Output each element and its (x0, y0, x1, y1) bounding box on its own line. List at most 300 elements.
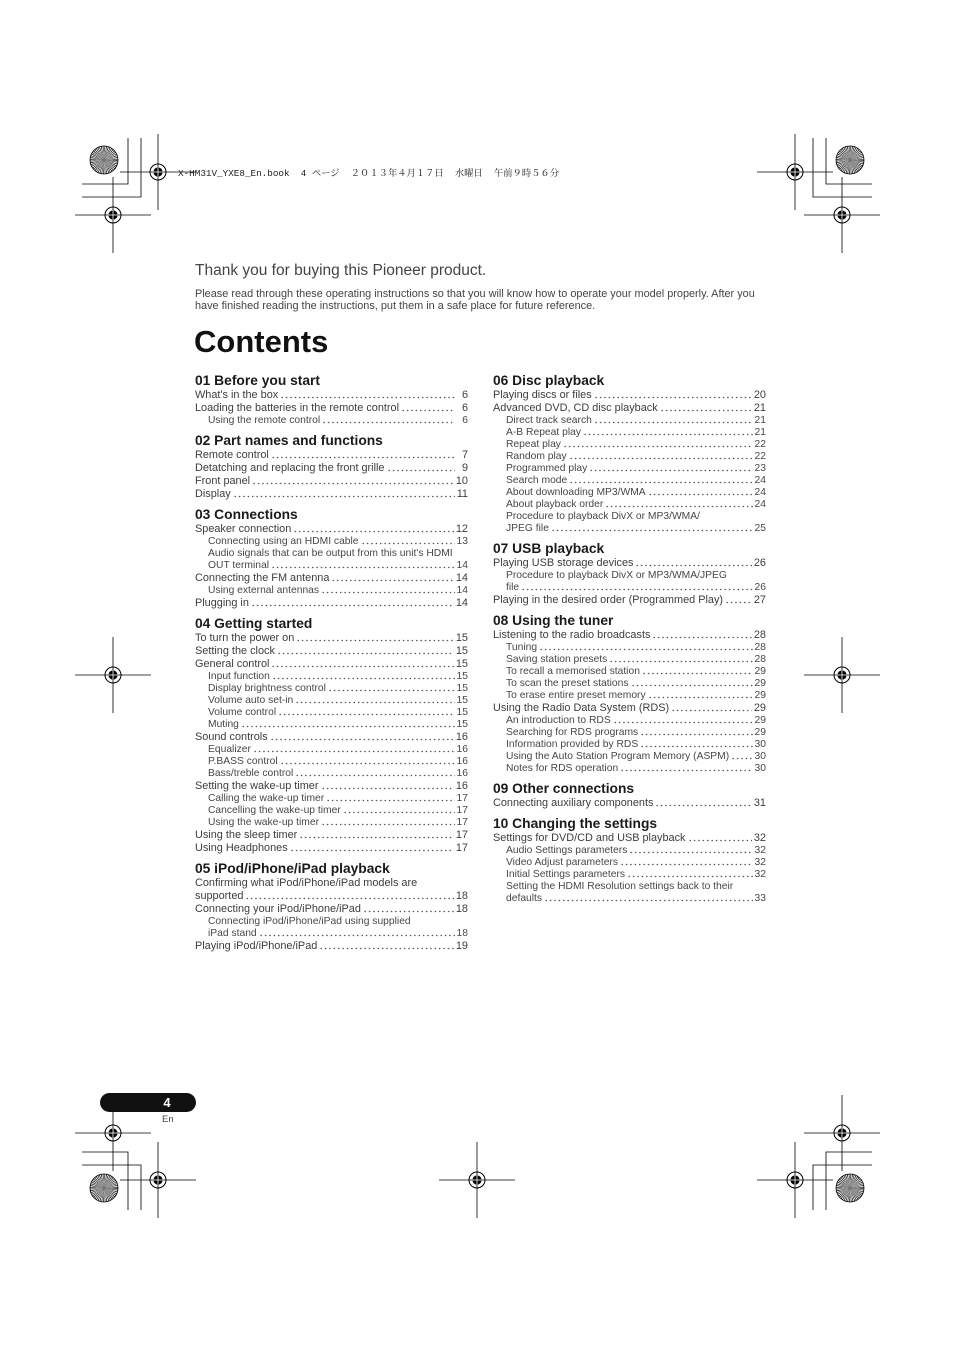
toc-entry-title: Settings for DVD/CD and USB playback (493, 832, 686, 844)
toc-entry-title: Using the wake-up timer (208, 817, 320, 828)
toc-entry-title: Using the sleep timer (195, 829, 298, 841)
toc-entry-page: 16 (456, 768, 468, 779)
toc-entry (195, 462, 468, 475)
toc-section (493, 372, 766, 535)
toc-entry-title: file (506, 582, 520, 593)
toc-entry-page: 17 (455, 842, 468, 854)
toc-subentry (195, 817, 468, 829)
toc-entry-title: Cancelling the wake-up timer (208, 805, 341, 816)
toc-section-heading: 04 Getting started (195, 616, 313, 631)
registration-mark-icon (120, 1142, 196, 1218)
toc-entry-title: To recall a memorised station (506, 666, 640, 677)
dot-leader (326, 793, 454, 805)
toc-entry-page: 17 (456, 805, 468, 816)
toc-entry-page: 21 (754, 427, 766, 438)
toc-entry-page: 15 (456, 719, 468, 730)
dot-leader (648, 487, 753, 499)
toc-subentry (195, 560, 468, 572)
dot-leader (321, 780, 454, 793)
toc-entry-title: Using the Radio Data System (RDS) (493, 702, 670, 714)
toc-entry (195, 475, 468, 488)
toc-entry (195, 658, 468, 671)
toc-entry-title: JPEG file (506, 523, 549, 534)
toc-entry-page: 32 (754, 845, 766, 856)
toc-entry-page: 14 (455, 597, 468, 609)
toc-subentry (493, 570, 766, 582)
toc-entry-title: Random play (506, 451, 567, 462)
toc-subentry (493, 642, 766, 654)
toc-subentry (493, 487, 766, 499)
dot-leader (594, 389, 752, 402)
toc-entry-page: 30 (754, 739, 766, 750)
toc-entry-page: 15 (456, 683, 468, 694)
toc-subentry (493, 439, 766, 451)
registration-mark-icon (804, 177, 880, 253)
toc-subentry (195, 768, 468, 780)
toc-entry-page: 28 (754, 654, 766, 665)
toc-entry-title: Programmed play (506, 463, 588, 474)
toc-entry-page: 15 (455, 658, 468, 670)
toc-entry-title: Connecting using an HDMI cable (208, 536, 359, 547)
toc-entry-title: Video Adjust parameters (506, 857, 618, 868)
toc-entry-title: supported (195, 890, 244, 902)
dot-leader (259, 928, 455, 940)
toc-section-heading: 10 Changing the settings (493, 816, 658, 831)
toc-entry-title: Repeat play (506, 439, 561, 450)
dot-leader (569, 451, 753, 463)
dot-leader (296, 632, 454, 645)
toc-section-heading: 05 iPod/iPhone/iPad playback (195, 861, 390, 876)
toc-entry-page: 6 (461, 389, 468, 401)
dot-leader (629, 845, 752, 857)
toc-entry-page: 27 (753, 594, 766, 606)
crop-mark-bottom-right (813, 1152, 872, 1210)
toc-section (195, 860, 468, 953)
toc-subentry (195, 793, 468, 805)
dot-leader (613, 715, 753, 727)
toc-subentry (493, 654, 766, 666)
dot-leader (361, 536, 455, 548)
toc-entry-title: iPad stand (208, 928, 257, 939)
dot-leader (655, 797, 751, 810)
toc-entry-title: Bass/treble control (208, 768, 294, 779)
dot-leader (293, 523, 454, 536)
toc-entry-page: 23 (754, 463, 766, 474)
toc-entry-title: Setting the clock (195, 645, 275, 657)
toc-entry-page: 14 (456, 585, 468, 596)
toc-entry-title: To turn the power on (195, 632, 295, 644)
toc-entry (195, 940, 468, 953)
toc-subentry (493, 739, 766, 751)
toc-entry-page: 11 (456, 488, 468, 500)
dot-leader (605, 499, 752, 511)
toc-subentry (493, 690, 766, 702)
dot-leader (648, 690, 753, 702)
toc-entry-title: Using the Auto Station Program Memory (ASPM) (506, 751, 730, 762)
toc-entry (195, 731, 468, 744)
toc-column-left (195, 372, 468, 953)
toc-subentry (195, 928, 468, 940)
toc-entry-title: Procedure to playback DivX or MP3/WMA/ (506, 511, 700, 522)
toc-entry-title: Using Headphones (195, 842, 288, 854)
toc-entry-page: 26 (754, 582, 766, 593)
dot-leader (322, 415, 455, 427)
toc-entry (195, 488, 468, 501)
toc-entry-title: What's in the box (195, 389, 279, 401)
toc-entry-title: Plugging in (195, 597, 249, 609)
intro-line: have finished reading the instructions, put them in a safe place for future reference. (195, 300, 596, 312)
crop-mark-top-right (813, 138, 872, 197)
dot-leader (245, 890, 453, 903)
toc-section-heading: 08 Using the tuner (493, 613, 614, 628)
toc-subentry (195, 916, 468, 928)
toc-entry-title: About downloading MP3/WMA (506, 487, 646, 498)
toc-entry-page: 24 (754, 487, 766, 498)
toc-entry-page: 29 (754, 678, 766, 689)
toc-entry-page: 14 (455, 572, 468, 584)
toc-entry-title: Audio signals that can be output from this unit's HDMI (208, 548, 453, 559)
toc-section (493, 540, 766, 607)
toc-entry-title: P.BASS control (208, 756, 278, 767)
registration-mark-icon (804, 1095, 880, 1171)
dot-leader (642, 666, 753, 678)
starburst-target-icon (90, 1174, 118, 1202)
dot-leader (725, 594, 752, 607)
toc-entry-title: Speaker connection (195, 523, 292, 535)
toc-entry (493, 402, 766, 415)
toc-entry-page: 32 (754, 857, 766, 868)
dot-leader (280, 756, 455, 768)
toc-entry-title: About playback order (506, 499, 604, 510)
toc-section-heading: 02 Part names and functions (195, 433, 383, 448)
toc-entry-title: Connecting the FM antenna (195, 572, 330, 584)
toc-entry (195, 449, 468, 462)
toc-entry-page: 16 (455, 780, 468, 792)
toc-subentry (493, 678, 766, 690)
toc-subentry (195, 585, 468, 597)
dot-leader (321, 817, 455, 829)
dot-leader (583, 427, 753, 439)
toc-entry-page: 28 (754, 642, 766, 653)
toc-entry-page: 25 (754, 523, 766, 534)
page-language-code: En (162, 1114, 174, 1125)
toc-subentry (195, 548, 468, 560)
dot-leader (671, 702, 752, 715)
dot-leader (253, 744, 455, 756)
dot-leader (640, 739, 752, 751)
toc-subentry (493, 415, 766, 427)
toc-entry (195, 597, 468, 610)
toc-entry-title: Search mode (506, 475, 568, 486)
toc-subentry (493, 715, 766, 727)
dot-leader (387, 462, 456, 475)
toc-entry (195, 572, 468, 585)
dot-leader (521, 582, 752, 594)
toc-entry-title: Setting the wake-up timer (195, 780, 319, 792)
toc-entry-title: OUT terminal (208, 560, 270, 571)
toc-entry (195, 780, 468, 793)
toc-entry-page: 6 (462, 415, 468, 426)
toc-entry-page: 24 (754, 499, 766, 510)
thank-you-line: Thank you for buying this Pioneer product. (195, 262, 487, 279)
toc-entry-title: Display brightness control (208, 683, 326, 694)
toc-section (493, 815, 766, 905)
toc-entry (493, 629, 766, 642)
registration-mark-icon (804, 637, 880, 713)
dot-leader (278, 707, 454, 719)
toc-subentry (493, 511, 766, 523)
toc-entry-page: 31 (753, 797, 766, 809)
toc-entry (493, 832, 766, 845)
toc-entry-page: 33 (754, 893, 766, 904)
toc-entry-title: To erase entire preset memory (506, 690, 646, 701)
toc-entry-title: Procedure to playback DivX or MP3/WMA/JPEG (506, 570, 727, 581)
dot-leader (539, 642, 752, 654)
dot-leader (233, 488, 455, 501)
toc-entry-page: 18 (455, 890, 468, 902)
toc-entry-title: Sound controls (195, 731, 268, 743)
toc-subentry (493, 727, 766, 739)
dot-leader (640, 727, 752, 739)
toc-subentry (493, 857, 766, 869)
dot-leader (277, 645, 454, 658)
toc-entry-page: 13 (456, 536, 468, 547)
toc-entry-title: Playing discs or files (493, 389, 592, 401)
dot-leader (631, 678, 753, 690)
toc-entry-page: 6 (461, 402, 468, 414)
toc-entry (195, 877, 468, 890)
toc-entry-title: Display (195, 488, 231, 500)
dot-leader (295, 695, 454, 707)
dot-leader (272, 671, 455, 683)
toc-section (195, 372, 468, 427)
toc-subentry (493, 582, 766, 594)
toc-entry-title: Notes for RDS operation (506, 763, 619, 774)
toc-entry (493, 594, 766, 607)
dot-leader (343, 805, 455, 817)
toc-entry-page: 29 (754, 666, 766, 677)
toc-entry (195, 890, 468, 903)
dot-leader (589, 463, 752, 475)
toc-entry-title: Confirming what iPod/iPhone/iPad models are (195, 877, 418, 889)
toc-entry-title: Listening to the radio broadcasts (493, 629, 651, 641)
toc-entry-title: Volume control (208, 707, 277, 718)
toc-entry-page: 30 (754, 751, 766, 762)
dot-leader (252, 475, 454, 488)
dot-leader (635, 557, 751, 570)
page-number: 4 (163, 1095, 171, 1110)
toc-entry-page: 9 (461, 462, 468, 474)
toc-entry-title: Muting (208, 719, 239, 730)
dot-leader (363, 903, 454, 916)
toc-subentry (195, 805, 468, 817)
toc-entry-title: Searching for RDS programs (506, 727, 639, 738)
starburst-target-icon (90, 146, 118, 174)
toc-entry-page: 16 (456, 744, 468, 755)
dot-leader (321, 585, 454, 597)
dot-leader (290, 842, 454, 855)
dot-leader (331, 572, 453, 585)
toc-subentry (493, 451, 766, 463)
toc-entry-title: Using the remote control (208, 415, 321, 426)
intro-paragraph (195, 288, 755, 312)
registration-mark-icon (439, 1142, 515, 1218)
dot-leader (660, 402, 752, 415)
toc-section-heading: 06 Disc playback (493, 373, 605, 388)
toc-subentry (493, 869, 766, 881)
dot-leader (319, 940, 454, 953)
dot-leader (544, 893, 752, 905)
toc-entry-page: 10 (455, 475, 468, 487)
toc-subentry (493, 845, 766, 857)
toc-entry (493, 389, 766, 402)
toc-entry-page: 32 (753, 832, 766, 844)
dot-leader (328, 683, 455, 695)
toc-entry-page: 29 (754, 690, 766, 701)
toc-entry-title: A-B Repeat play (506, 427, 581, 438)
toc-subentry (493, 463, 766, 475)
dot-leader (241, 719, 455, 731)
toc-subentry (195, 719, 468, 731)
toc-subentry (195, 671, 468, 683)
toc-subentry (195, 695, 468, 707)
toc-entry-page: 28 (753, 629, 766, 641)
toc-entry-page: 22 (754, 451, 766, 462)
toc-subentry (493, 666, 766, 678)
toc-entry-page: 7 (461, 449, 468, 461)
dot-leader (731, 751, 752, 763)
toc-subentry (195, 683, 468, 695)
toc-subentry (493, 751, 766, 763)
toc-section (195, 506, 468, 610)
toc-entry (493, 702, 766, 715)
toc-entry-title: Equalizer (208, 744, 251, 755)
toc-entry-title: To scan the preset stations (506, 678, 629, 689)
toc-subentry (493, 893, 766, 905)
print-slug-line: X-HM31V_YXE8_En.book 4 ページ ２０１３年４月１７日 水曜日 午前９時５６分 (178, 168, 560, 179)
toc-entry-title: Advanced DVD, CD disc playback (493, 402, 658, 414)
toc-section-heading: 09 Other connections (493, 781, 635, 796)
dot-leader (594, 415, 753, 427)
dot-leader (270, 731, 454, 744)
dot-leader (271, 658, 453, 671)
starburst-target-icon (836, 1174, 864, 1202)
toc-entry-title: Front panel (195, 475, 251, 487)
toc-section (195, 615, 468, 855)
dot-leader (295, 768, 454, 780)
toc-subentry (493, 523, 766, 535)
toc-section (195, 432, 468, 501)
toc-entry-title: General control (195, 658, 270, 670)
toc-entry-page: 30 (754, 763, 766, 774)
registration-mark-icon (757, 1142, 833, 1218)
registration-mark-icon (75, 177, 151, 253)
dot-leader (551, 523, 753, 535)
toc-entry-title: Audio Settings parameters (506, 845, 628, 856)
toc-subentry (493, 881, 766, 893)
dot-leader (609, 654, 752, 666)
toc-subentry (195, 707, 468, 719)
dot-leader (299, 829, 454, 842)
toc-entry-title: Remote control (195, 449, 269, 461)
toc-entry-title: Playing iPod/iPhone/iPad (195, 940, 318, 952)
toc-entry (195, 903, 468, 916)
toc-section-heading: 01 Before you start (195, 373, 320, 388)
toc-entry (195, 402, 468, 415)
toc-section-heading: 03 Connections (195, 507, 298, 522)
toc-entry-title: Direct track search (506, 415, 592, 426)
toc-entry-page: 29 (754, 727, 766, 738)
toc-entry-page: 18 (455, 903, 468, 915)
registration-mark-icon (75, 637, 151, 713)
toc-entry-title: Using external antennas (208, 585, 320, 596)
toc-entry-page: 15 (455, 645, 468, 657)
toc-subentry (493, 763, 766, 775)
toc-entry-page: 24 (754, 475, 766, 486)
dot-leader (652, 629, 751, 642)
toc-entry-title: Calling the wake-up timer (208, 793, 325, 804)
toc-entry-page: 20 (753, 389, 766, 401)
toc-entry-page: 29 (754, 715, 766, 726)
toc-entry (195, 842, 468, 855)
toc-entry-title: Information provided by RDS (506, 739, 639, 750)
toc-entry (195, 645, 468, 658)
dot-leader (401, 402, 455, 415)
toc-entry-page: 17 (456, 793, 468, 804)
toc-subentry (493, 475, 766, 487)
toc-entry-title: Connecting auxiliary components (493, 797, 654, 809)
toc-subentry (195, 536, 468, 548)
toc-subentry (195, 415, 468, 427)
toc-subentry (493, 499, 766, 511)
toc-entry-page: 15 (456, 695, 468, 706)
toc-entry (493, 557, 766, 570)
toc-entry (195, 829, 468, 842)
toc-entry-page: 21 (754, 415, 766, 426)
toc-entry-page: 15 (455, 632, 468, 644)
toc-entry-page: 19 (455, 940, 468, 952)
toc-entry-title: defaults (506, 893, 543, 904)
toc-entry-page: 17 (455, 829, 468, 841)
dot-leader (627, 869, 752, 881)
toc-section (493, 612, 766, 775)
toc-entry-title: An introduction to RDS (506, 715, 611, 726)
toc-column-right (493, 372, 766, 905)
dot-leader (688, 832, 752, 845)
toc-section-heading: 07 USB playback (493, 541, 605, 556)
toc-entry-title: Initial Settings parameters (506, 869, 626, 880)
crop-mark-top-left (82, 138, 141, 197)
toc-entry-page: 29 (753, 702, 766, 714)
toc-entry-title: Connecting your iPod/iPhone/iPad (195, 903, 361, 915)
toc-entry-title: Playing USB storage devices (493, 557, 634, 569)
page-title: Contents (194, 324, 329, 359)
dot-leader (251, 597, 454, 610)
dot-leader (280, 389, 455, 402)
toc-entry (195, 389, 468, 402)
toc-entry-page: 16 (455, 731, 468, 743)
page-number-tab (100, 1093, 196, 1112)
toc-entry-page: 18 (456, 928, 468, 939)
toc-entry-title: Saving station presets (506, 654, 608, 665)
toc-entry-page: 15 (456, 707, 468, 718)
toc-entry-page: 16 (456, 756, 468, 767)
toc-entry-title: Detatching and replacing the front grille (195, 462, 385, 474)
starburst-target-icon (836, 146, 864, 174)
toc-entry (195, 523, 468, 536)
toc-entry-page: 26 (753, 557, 766, 569)
toc-entry (195, 632, 468, 645)
